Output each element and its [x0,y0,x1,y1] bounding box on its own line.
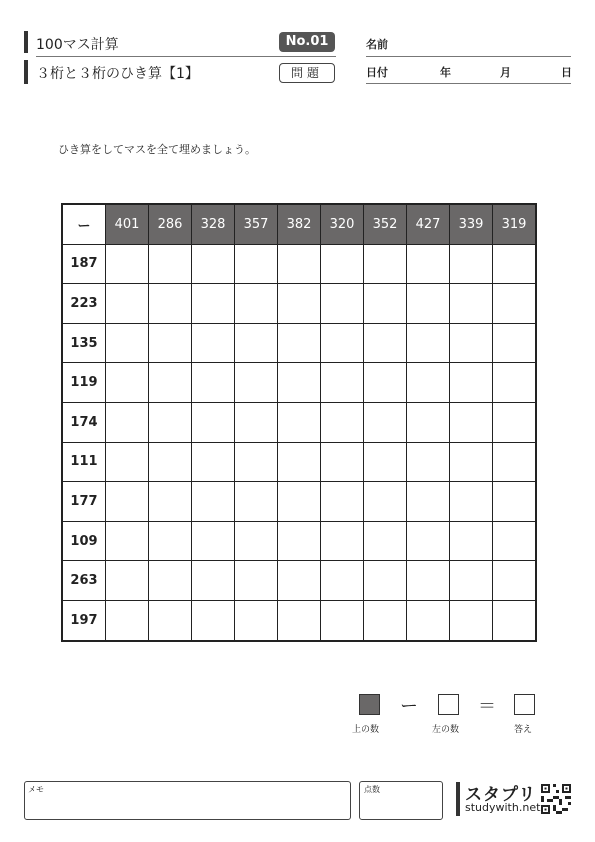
row-number: 187 [62,244,106,284]
answer-cell[interactable] [407,482,450,522]
hundred-grid [61,203,537,642]
answer-cell[interactable] [192,363,235,403]
answer-cell[interactable] [235,284,278,324]
answer-cell[interactable] [407,402,450,442]
answer-cell[interactable] [235,482,278,522]
answer-cell[interactable] [235,442,278,482]
column-number: 319 [493,204,537,244]
answer-cell[interactable] [364,402,407,442]
row-number: 223 [62,284,106,324]
answer-cell[interactable] [407,284,450,324]
answer-cell[interactable] [450,402,493,442]
answer-cell[interactable] [364,363,407,403]
answer-cell[interactable] [450,284,493,324]
answer-cell[interactable] [278,482,321,522]
column-number: 286 [149,204,192,244]
answer-cell[interactable] [106,561,149,601]
answer-cell[interactable] [493,244,537,284]
worksheet-number-badge: No.01 [279,32,335,52]
answer-cell[interactable] [278,561,321,601]
grid-row [62,600,536,640]
grid-operator: ー [62,204,106,244]
year-label: 年 [440,66,451,79]
answer-cell[interactable] [106,521,149,561]
legend-equals-sign: ＝ [478,696,496,717]
answer-cell[interactable] [493,323,537,363]
answer-cell[interactable] [364,442,407,482]
answer-cell[interactable] [106,284,149,324]
month-label: 月 [500,66,511,79]
answer-cell[interactable] [106,600,149,640]
answer-cell[interactable] [364,284,407,324]
grid-row [62,521,536,561]
answer-cell[interactable] [364,600,407,640]
legend-minus-sign: ー [400,696,418,717]
answer-cell[interactable] [321,561,364,601]
answer-cell[interactable] [321,284,364,324]
grid-row [62,363,536,403]
answer-cell[interactable] [106,244,149,284]
answer-cell[interactable] [450,561,493,601]
column-number: 339 [450,204,493,244]
grid-row [62,284,536,324]
answer-cell[interactable] [364,521,407,561]
answer-cell[interactable] [450,363,493,403]
row-number: 135 [62,323,106,363]
answer-cell[interactable] [278,363,321,403]
answer-cell[interactable] [106,442,149,482]
page-title: 100マス計算 [36,37,119,53]
answer-cell[interactable] [450,442,493,482]
row-number: 109 [62,521,106,561]
answer-cell[interactable] [407,521,450,561]
answer-cell[interactable] [450,323,493,363]
grid-header-row [62,204,536,244]
answer-cell[interactable] [364,482,407,522]
name-line [366,56,571,57]
answer-cell[interactable] [106,323,149,363]
brand-url: studywith.net [465,801,541,814]
answer-cell[interactable] [149,284,192,324]
answer-cell[interactable] [149,521,192,561]
answer-cell[interactable] [149,600,192,640]
legend-answer-label: 答え [514,725,533,735]
answer-cell[interactable] [192,442,235,482]
column-number: 401 [106,204,149,244]
answer-cell[interactable] [149,561,192,601]
answer-cell[interactable] [149,363,192,403]
answer-cell[interactable] [149,442,192,482]
grid-row [62,561,536,601]
answer-cell[interactable] [407,244,450,284]
answer-cell[interactable] [407,323,450,363]
legend-top-number-box [359,694,380,715]
answer-cell[interactable] [278,244,321,284]
answer-cell[interactable] [450,482,493,522]
answer-cell[interactable] [106,482,149,522]
answer-cell[interactable] [235,244,278,284]
answer-cell[interactable] [493,521,537,561]
answer-cell[interactable] [278,521,321,561]
answer-cell[interactable] [235,402,278,442]
answer-cell[interactable] [235,323,278,363]
answer-cell[interactable] [149,323,192,363]
answer-cell[interactable] [192,323,235,363]
answer-cell[interactable] [493,561,537,601]
subtitle-accent-bar [24,60,28,84]
answer-cell[interactable] [106,402,149,442]
column-number: 382 [278,204,321,244]
answer-cell[interactable] [321,600,364,640]
column-number: 352 [364,204,407,244]
grid-row [62,402,536,442]
answer-cell[interactable] [192,244,235,284]
answer-cell[interactable] [235,600,278,640]
grid-row [62,323,536,363]
name-label: 名前 [366,38,388,51]
legend-left-number-box [438,694,459,715]
answer-cell[interactable] [278,284,321,324]
grid-row [62,482,536,522]
answer-cell[interactable] [149,482,192,522]
answer-cell[interactable] [321,402,364,442]
answer-cell[interactable] [493,402,537,442]
answer-cell[interactable] [364,561,407,601]
column-number: 328 [192,204,235,244]
memo-box [24,781,351,820]
day-label: 日 [561,66,572,79]
answer-cell[interactable] [278,442,321,482]
answer-cell[interactable] [450,244,493,284]
row-number: 263 [62,561,106,601]
row-number: 197 [62,600,106,640]
date-label: 日付 [366,66,388,79]
answer-cell[interactable] [493,600,537,640]
answer-cell[interactable] [235,521,278,561]
column-number: 320 [321,204,364,244]
answer-cell[interactable] [493,482,537,522]
answer-cell[interactable] [321,323,364,363]
instruction-text: ひき算をしてマスを全て埋めましょう。 [58,143,256,156]
answer-cell[interactable] [235,561,278,601]
title-accent-bar [24,31,28,53]
answer-cell[interactable] [278,402,321,442]
answer-cell[interactable] [364,244,407,284]
qr-code-icon [541,784,571,814]
answer-cell[interactable] [407,363,450,403]
score-label: 点数 [364,785,380,794]
answer-cell[interactable] [493,284,537,324]
grid-row [62,244,536,284]
answer-cell[interactable] [149,402,192,442]
legend-left-label: 左の数 [432,725,460,735]
brand-logo-text: スタプリ [465,785,537,805]
answer-cell[interactable] [192,402,235,442]
answer-cell[interactable] [407,600,450,640]
answer-cell[interactable] [106,363,149,403]
answer-cell[interactable] [235,363,278,403]
date-line [366,83,571,84]
answer-cell[interactable] [493,363,537,403]
grid-row [62,442,536,482]
answer-cell[interactable] [493,442,537,482]
answer-cell[interactable] [364,323,407,363]
row-number: 111 [62,442,106,482]
answer-cell[interactable] [149,244,192,284]
legend-top-label: 上の数 [352,725,380,735]
answer-cell[interactable] [278,600,321,640]
question-type-badge: 問題 [279,63,335,83]
answer-cell[interactable] [192,561,235,601]
title-rule [36,56,336,57]
answer-cell[interactable] [192,482,235,522]
answer-cell[interactable] [321,521,364,561]
column-number: 427 [407,204,450,244]
row-number: 177 [62,482,106,522]
answer-cell[interactable] [321,482,364,522]
row-number: 119 [62,363,106,403]
answer-cell[interactable] [321,244,364,284]
brand-accent-bar [456,782,460,816]
answer-cell[interactable] [407,561,450,601]
answer-cell[interactable] [321,363,364,403]
answer-cell[interactable] [278,323,321,363]
answer-cell[interactable] [192,521,235,561]
column-number: 357 [235,204,278,244]
answer-cell[interactable] [192,284,235,324]
answer-cell[interactable] [192,600,235,640]
answer-cell[interactable] [321,442,364,482]
answer-cell[interactable] [407,442,450,482]
memo-label: メモ [28,785,44,794]
answer-cell[interactable] [450,600,493,640]
row-number: 174 [62,402,106,442]
answer-cell[interactable] [450,521,493,561]
legend-answer-box [514,694,535,715]
page-subtitle: ３桁と３桁のひき算【1】 [36,66,199,82]
